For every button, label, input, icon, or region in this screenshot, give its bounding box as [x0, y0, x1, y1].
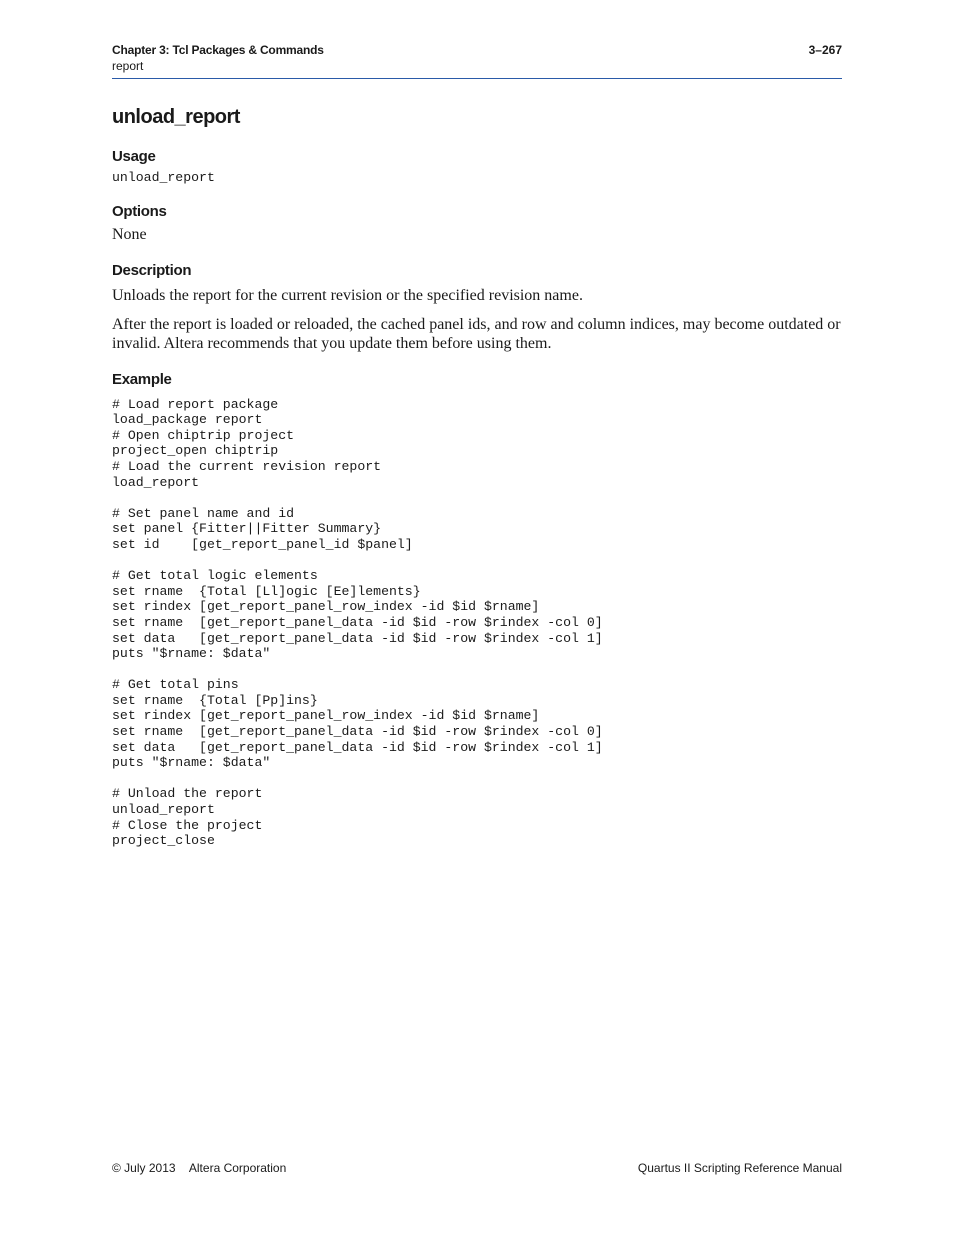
header-chapter-title: Chapter 3: Tcl Packages & Commands [112, 43, 324, 57]
usage-heading: Usage [112, 148, 156, 165]
code-group-pins: # Get total pins set rname {Total [Pp]ins} set rindex [get_report_panel_row_index -id $id $rname] set rname [get_report_panel_data -id $id -row $rindex -col 0] set data [get_report_panel_data -id $id -row $rindex -col 1] puts "$rname: $data" [112, 677, 603, 771]
main-content [112, 104, 842, 864]
code-group-load: # Load report package load_package report # Open chiptrip project project_open chiptrip # Load the current revision report load_report [112, 396, 382, 490]
header-page-number: 3–267 [808, 43, 842, 57]
page-header [112, 42, 842, 79]
description-paragraph-1: Unloads the report for the current revision or the specified revision name. [112, 286, 583, 304]
example-code [112, 397, 842, 849]
code-group-panel: # Set panel name and id set panel {Fitter||Fitter Summary} set id [get_report_panel_id $panel] [112, 505, 413, 552]
footer-company: Altera Corporation [188, 1161, 287, 1175]
description-paragraph-2: After the report is loaded or reloaded, the cached panel ids, and row and column indices, may become outdated or invalid. Altera recommends that you update them before using them. [112, 315, 841, 352]
description-heading: Description [112, 261, 192, 279]
footer-manual-title: Quartus II Scripting Reference Manual [637, 1161, 842, 1175]
usage-code: unload_report [112, 170, 215, 185]
footer-copyright: © July 2013 [112, 1161, 176, 1175]
options-heading: Options [112, 202, 167, 220]
page-title: unload_report [112, 106, 240, 128]
options-text: None [112, 225, 147, 243]
footer-left [112, 1161, 286, 1175]
code-group-logic-elements: # Get total logic elements set rname {Total [Ll]ogic [Ee]lements} set rindex [get_report_panel_row_index -id $id $rname] set rname [get_report_panel_data -id $id -row $rindex -col 0] set data [get_report_panel_data -id $id -row $rindex -col 1] puts "$rname: $data" [112, 568, 603, 662]
example-heading: Example [112, 370, 172, 388]
code-group-unload: # Unload the report unload_report # Close the project project_close [112, 786, 263, 849]
header-section-name: report [112, 59, 144, 73]
